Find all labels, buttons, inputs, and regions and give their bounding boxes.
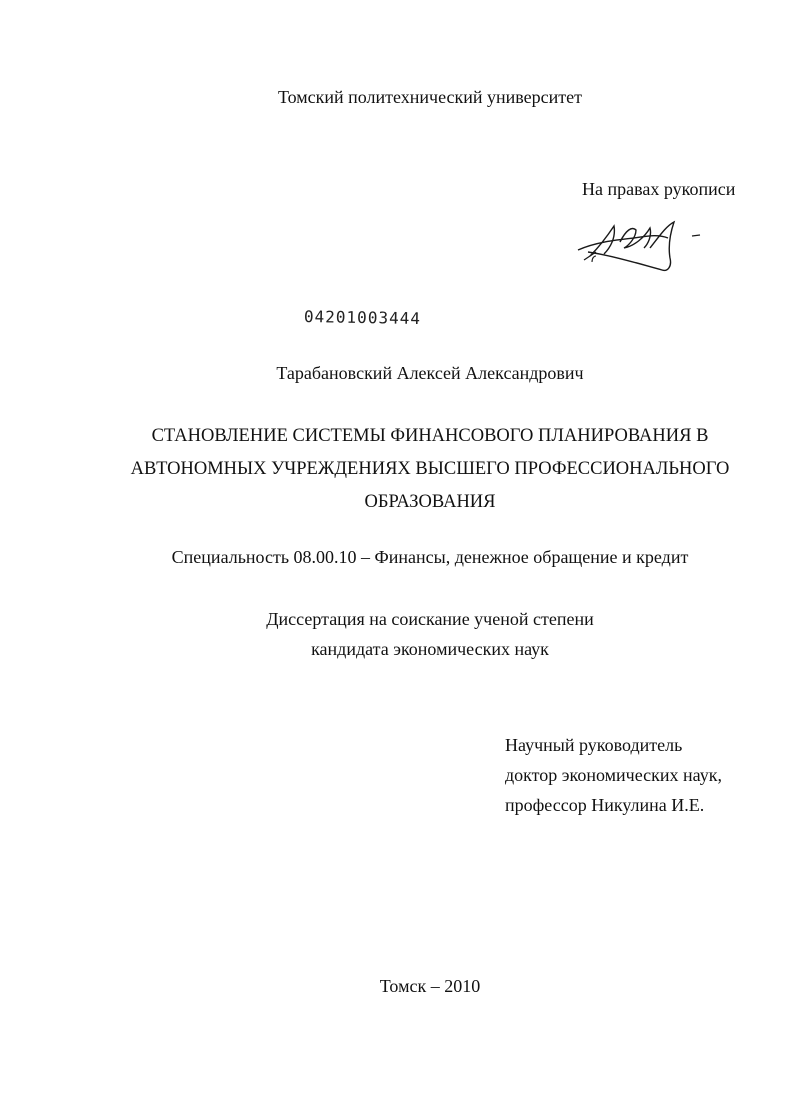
dissertation-note: Диссертация на соискание ученой степени [266, 609, 594, 629]
inventory-number: 04201003444 [303, 307, 422, 329]
place-and-year: Томск – 2010 [379, 976, 481, 996]
dissertation-title [60, 420, 794, 519]
advisor-line: профессор Никулина И.Е. [505, 795, 705, 815]
manuscript-note: На правах рукописи [582, 179, 736, 199]
handwritten-signature [570, 212, 710, 284]
advisor-line: доктор экономических наук, [505, 765, 722, 785]
scientific-advisor [505, 730, 722, 820]
author-name: Тарабановский Алексей Александрович [276, 363, 584, 383]
title-line: АВТОНОМНЫХ УЧРЕЖДЕНИЯХ ВЫСШЕГО ПРОФЕССИОНАЛЬНОГО [130, 459, 730, 479]
advisor-line: Научный руководитель [505, 735, 683, 755]
specialty-line: Специальность 08.00.10 – Финансы, денежное обращение и кредит [171, 547, 689, 567]
degree-note: кандидата экономических наук [311, 639, 549, 659]
title-line: СТАНОВЛЕНИЕ СИСТЕМЫ ФИНАНСОВОГО ПЛАНИРОВАНИЯ В [151, 426, 709, 446]
university-name: Томский политехнический университет [277, 87, 583, 107]
title-line: ОБРАЗОВАНИЯ [364, 492, 496, 512]
